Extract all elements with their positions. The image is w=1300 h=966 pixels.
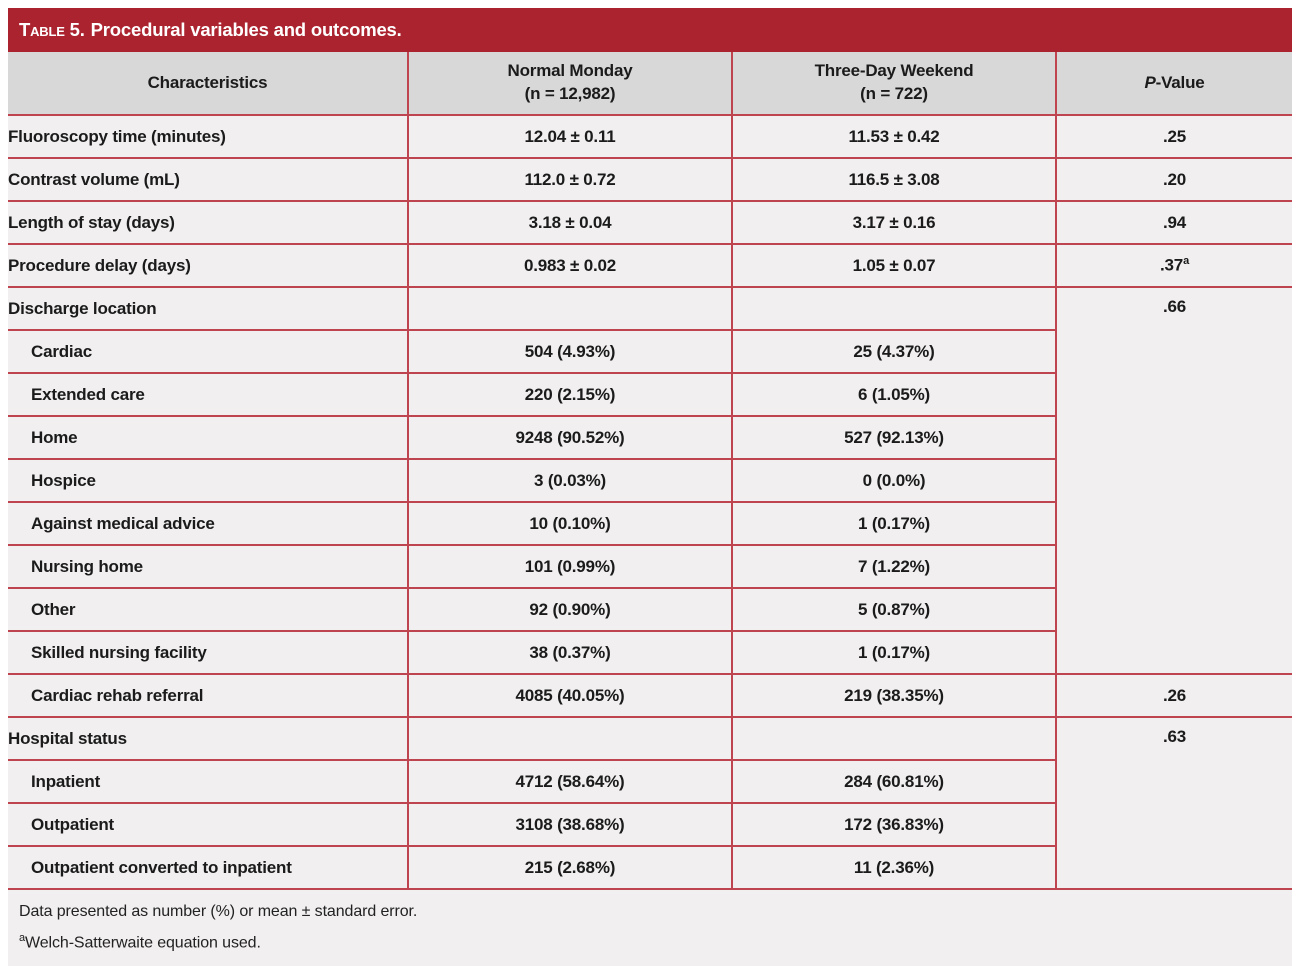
weekend-value: 219 (38.35%) [732, 674, 1056, 717]
row-label: Skilled nursing facility [8, 631, 408, 674]
footnote-marker: a [1183, 255, 1189, 268]
weekend-value: 11.53 ± 0.42 [732, 115, 1056, 158]
monday-value: 215 (2.68%) [408, 846, 732, 888]
table-row section-row [8, 287, 1292, 330]
weekend-value: 5 (0.87%) [732, 588, 1056, 631]
p-value: .26 [1056, 674, 1292, 717]
row-label: Contrast volume (mL) [8, 158, 408, 201]
table-row [8, 674, 1292, 717]
row-label: Cardiac rehab referral [8, 674, 408, 717]
table-row [8, 158, 1292, 201]
table-title: Procedural variables and outcomes. [90, 19, 402, 40]
col-header-three-day-weekend: Three-Day Weekend (n = 722) [732, 52, 1056, 115]
table-title-bar [8, 8, 1292, 52]
row-label: Cardiac [8, 330, 408, 373]
footnote-line-1: Data presented as number (%) or mean ± standard error. [19, 903, 418, 920]
procedural-variables-table [8, 52, 1292, 888]
row-label: Hospice [8, 459, 408, 502]
monday-value: 4085 (40.05%) [408, 674, 732, 717]
footnote-line-2: $^a$Welch-Satterwaite equation used. [19, 932, 261, 952]
col-header-characteristics: Characteristics [8, 52, 408, 115]
p-value: .37$^a$ [1056, 244, 1292, 287]
row-label: Discharge location [8, 287, 408, 330]
monday-value: 10 (0.10%) [408, 502, 732, 545]
monday-value: 4712 (58.64%) [408, 760, 732, 803]
footnote-marker: a [19, 932, 26, 944]
monday-value: 3.18 ± 0.04 [408, 201, 732, 244]
weekend-value: 0 (0.0%) [732, 459, 1056, 502]
table-5 [8, 8, 1292, 966]
weekend-value: 284 (60.81%) [732, 760, 1056, 803]
weekend-value: 6 (1.05%) [732, 373, 1056, 416]
p-value-merged: .66 [1056, 287, 1292, 674]
monday-value: 0.983 ± 0.02 [408, 244, 732, 287]
weekend-value: 3.17 ± 0.16 [732, 201, 1056, 244]
row-label: Other [8, 588, 408, 631]
weekend-value: 7 (1.22%) [732, 545, 1056, 588]
monday-value: 92 (0.90%) [408, 588, 732, 631]
row-label: Extended care [8, 373, 408, 416]
monday-value: 9248 (90.52%) [408, 416, 732, 459]
weekend-value [732, 287, 1056, 330]
weekend-value: 172 (36.83%) [732, 803, 1056, 846]
column-header-row [8, 52, 1292, 115]
col-header-p-value: P-Value [1056, 52, 1292, 115]
weekend-value: 1.05 ± 0.07 [732, 244, 1056, 287]
row-label: Home [8, 416, 408, 459]
monday-value: 220 (2.15%) [408, 373, 732, 416]
table-footnotes [8, 890, 1292, 966]
monday-value [408, 287, 732, 330]
weekend-value: 25 (4.37%) [732, 330, 1056, 373]
table-row [8, 244, 1292, 287]
table-row [8, 115, 1292, 158]
table-row section-row [8, 717, 1292, 760]
row-label: Fluoroscopy time (minutes) [8, 115, 408, 158]
row-label: Length of stay (days) [8, 201, 408, 244]
monday-value: 12.04 ± 0.11 [408, 115, 732, 158]
monday-value: 504 (4.93%) [408, 330, 732, 373]
monday-value: 112.0 ± 0.72 [408, 158, 732, 201]
row-label: Nursing home [8, 545, 408, 588]
weekend-value: 1 (0.17%) [732, 631, 1056, 674]
row-label: Procedure delay (days) [8, 244, 408, 287]
monday-value: 38 (0.37%) [408, 631, 732, 674]
table-number: Table 5. [19, 19, 85, 40]
weekend-value: 116.5 ± 3.08 [732, 158, 1056, 201]
p-value: .94 [1056, 201, 1292, 244]
weekend-value: 11 (2.36%) [732, 846, 1056, 888]
p-value: .20 [1056, 158, 1292, 201]
row-label: Inpatient [8, 760, 408, 803]
weekend-value [732, 717, 1056, 760]
col-header-normal-monday: Normal Monday (n = 12,982) [408, 52, 732, 115]
row-label: Outpatient [8, 803, 408, 846]
monday-value: 3 (0.03%) [408, 459, 732, 502]
table-row [8, 201, 1292, 244]
weekend-value: 527 (92.13%) [732, 416, 1056, 459]
row-label: Hospital status [8, 717, 408, 760]
monday-value: 3108 (38.68%) [408, 803, 732, 846]
p-value: .25 [1056, 115, 1292, 158]
p-value-merged: .63 [1056, 717, 1292, 888]
row-label: Against medical advice [8, 502, 408, 545]
monday-value [408, 717, 732, 760]
weekend-value: 1 (0.17%) [732, 502, 1056, 545]
row-label: Outpatient converted to inpatient [8, 846, 408, 888]
monday-value: 101 (0.99%) [408, 545, 732, 588]
